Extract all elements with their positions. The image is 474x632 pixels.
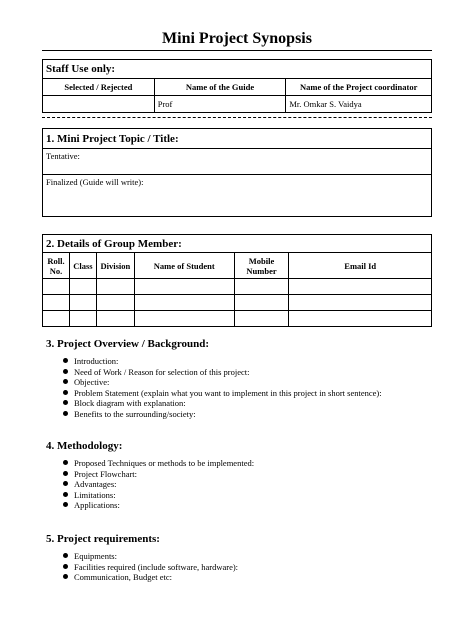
bullet-icon (63, 400, 68, 405)
bullet-icon (63, 502, 68, 507)
group-heading: 2. Details of Group Member: (43, 235, 432, 253)
document-title: Mini Project Synopsis (162, 30, 312, 47)
requirements-heading: 5. Project requirements: (46, 533, 160, 545)
requirements-section (46, 533, 238, 583)
overview-section (46, 338, 382, 419)
methodology-item: Applications: (63, 500, 254, 511)
bullet-icon (63, 492, 68, 497)
methodology-item: Project Flowchart: (63, 469, 254, 480)
bullet-icon (63, 471, 68, 476)
header-coordinator-name: Name of the Project coordinator (286, 79, 432, 96)
group-members-table (42, 234, 432, 327)
methodology-section (46, 440, 254, 511)
header-division: Division (96, 253, 134, 279)
mobile-number-cell[interactable] (234, 311, 289, 327)
guide-name-cell[interactable]: Prof (154, 96, 286, 113)
class-cell[interactable] (69, 295, 96, 311)
header-student-name: Name of Student (134, 253, 234, 279)
coordinator-name-cell[interactable]: Mr. Omkar S. Vaidya (286, 96, 432, 113)
bullet-icon (63, 369, 68, 374)
header-guide-name: Name of the Guide (154, 79, 286, 96)
email-id-cell[interactable] (289, 311, 432, 327)
member-row (43, 311, 432, 327)
email-id-cell[interactable] (289, 279, 432, 295)
header-class: Class (69, 253, 96, 279)
header-selected-rejected: Selected / Rejected (43, 79, 155, 96)
division-cell[interactable] (96, 279, 134, 295)
project-topic-table (42, 128, 432, 217)
requirements-item: Equipments: (63, 551, 238, 562)
finalized-title-field[interactable]: Finalized (Guide will write): (43, 175, 432, 217)
bullet-icon (63, 460, 68, 465)
requirements-item: Facilities required (include software, hardware): (63, 562, 238, 573)
member-row (43, 295, 432, 311)
tentative-title-field[interactable]: Tentative: (43, 149, 432, 175)
selected-rejected-cell[interactable] (43, 96, 155, 113)
member-row (43, 279, 432, 295)
methodology-item: Proposed Techniques or methods to be implemented: (63, 458, 254, 469)
title-underline (42, 50, 432, 51)
overview-item: Benefits to the surrounding/society: (63, 409, 382, 420)
mobile-number-cell[interactable] (234, 279, 289, 295)
mobile-number-cell[interactable] (234, 295, 289, 311)
student-name-cell[interactable] (134, 279, 234, 295)
email-id-cell[interactable] (289, 295, 432, 311)
overview-item: Objective: (63, 377, 382, 388)
roll-no-cell[interactable] (43, 311, 70, 327)
overview-item: Block diagram with explanation: (63, 398, 382, 409)
overview-item: Need of Work / Reason for selection of this project: (63, 367, 382, 378)
header-mobile-number: Mobile Number (234, 253, 289, 279)
roll-no-cell[interactable] (43, 279, 70, 295)
staff-heading: Staff Use only: (43, 60, 432, 79)
student-name-cell[interactable] (134, 295, 234, 311)
class-cell[interactable] (69, 311, 96, 327)
bullet-icon (63, 574, 68, 579)
bullet-icon (63, 564, 68, 569)
bullet-icon (63, 481, 68, 486)
staff-use-table (42, 59, 432, 113)
bullet-icon (63, 553, 68, 558)
division-cell[interactable] (96, 295, 134, 311)
header-roll-no: Roll. No. (43, 253, 70, 279)
header-email-id: Email Id (289, 253, 432, 279)
methodology-item: Limitations: (63, 490, 254, 501)
methodology-heading: 4. Methodology: (46, 440, 123, 452)
overview-item: Introduction: (63, 356, 382, 367)
roll-no-cell[interactable] (43, 295, 70, 311)
bullet-icon (63, 390, 68, 395)
bullet-icon (63, 358, 68, 363)
dashed-separator (42, 117, 432, 118)
overview-item: Problem Statement (explain what you want to implement in this project in short sentence): (63, 388, 382, 399)
requirements-item: Communication, Budget etc: (63, 572, 238, 583)
bullet-icon (63, 379, 68, 384)
methodology-item: Advantages: (63, 479, 254, 490)
overview-heading: 3. Project Overview / Background: (46, 338, 210, 350)
student-name-cell[interactable] (134, 311, 234, 327)
class-cell[interactable] (69, 279, 96, 295)
division-cell[interactable] (96, 311, 134, 327)
topic-heading: 1. Mini Project Topic / Title: (43, 129, 432, 149)
bullet-icon (63, 411, 68, 416)
